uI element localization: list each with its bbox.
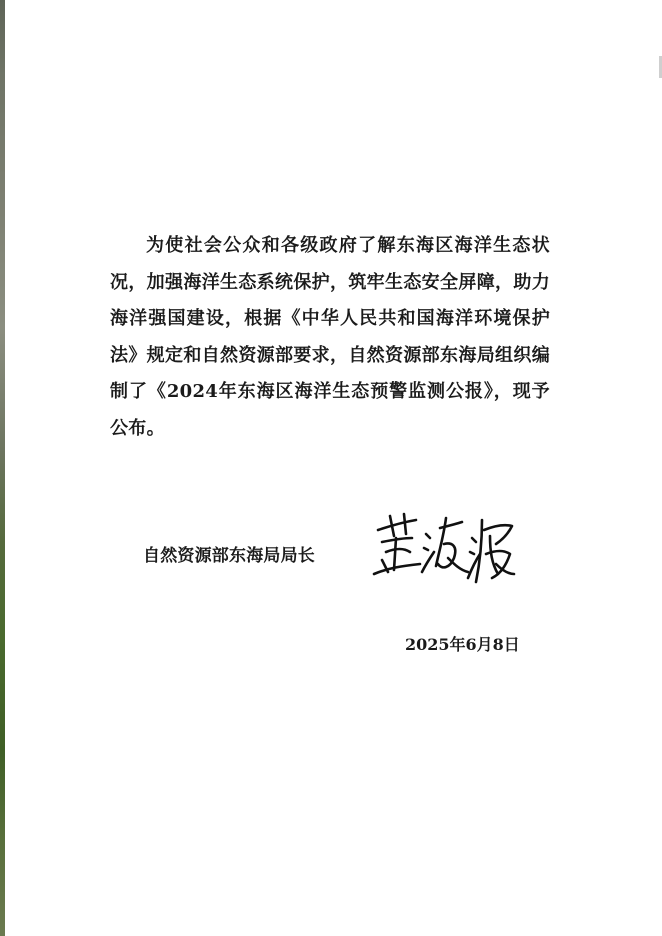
- handwritten-signature: [368, 508, 518, 588]
- signer-title: 自然资源部东海局局长: [143, 546, 315, 566]
- document-date: 2025年6月8日: [405, 635, 520, 654]
- body-paragraph: 为使社会公众和各级政府了解东海区海洋生态状况，加强海洋生态系统保护，筑牢生态安全屏障，助力海洋强国建设，根据《中华人民共和国海洋环境保护法》规定和自然资源部要求，自然资源部东海局组织编制了《2024年东海区海洋生态预警监测公报》，现予公布。: [110, 235, 550, 439]
- left-edge-photo-strip: [0, 0, 5, 936]
